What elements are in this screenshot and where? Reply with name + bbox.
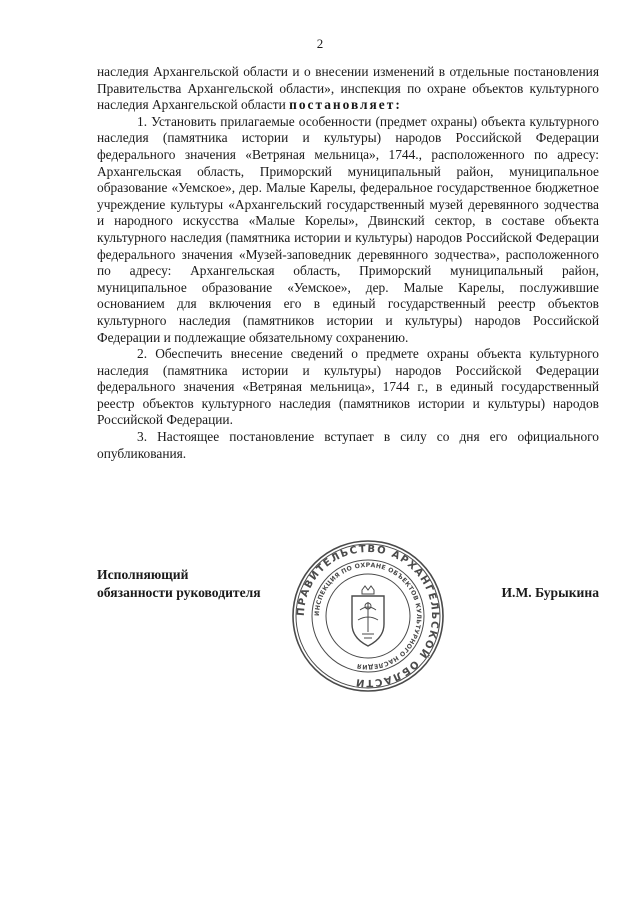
page-number: 2	[316, 36, 324, 51]
signer-position	[97, 566, 261, 602]
official-seal	[288, 536, 448, 696]
seal-outer-text: ПРАВИТЕЛЬСТВО АРХАНГЕЛЬСКОЙ ОБЛАСТИ	[295, 543, 441, 689]
signer-position-line-1: Исполняющий	[97, 567, 189, 582]
document-body	[97, 64, 599, 462]
coat-of-arms-icon	[352, 586, 384, 646]
item-3-paragraph: 3. Настоящее постановление вступает в силу со дня его официального опубликования.	[97, 429, 599, 461]
seal-inner-text: ИНСПЕКЦИЯ ПО ОХРАНЕ ОБЪЕКТОВ КУЛЬТУРНОГО НАСЛЕДИЯ	[313, 561, 423, 671]
resolves-keyword: постановляет:	[289, 97, 402, 113]
signature-block	[97, 543, 599, 716]
signer-position-line-2: обязанности руководителя	[97, 585, 261, 600]
intro-paragraph	[97, 64, 599, 114]
item-2-paragraph: 2. Обеспечить внесение сведений о предмете охраны объекта культурного наследия (памятника истории и культуры) народов Российской Федерации федерального значения «Ветряная мельница», 1744 г., в единый государственный реестр объектов культурного наследия (памятников истории и культуры) народов Российской Федерации.	[97, 346, 599, 428]
intro-text: наследия Архангельской области и о внесении изменений в отдельные постановления Правительства Архангельской области», инспекция по охране объектов культурного наследия Архангельской области	[97, 64, 599, 113]
item-1-paragraph: 1. Установить прилагаемые особенности (предмет охраны) объекта культурного наследия (памятника истории и культуры) народов Российской Федерации федерального значения «Ветряная мельница», 1744., расположенного по адресу: Архангельская область, Приморский муниципальный район, муниципальное образование «Уемское», дер. Малые Карелы, федеральное государственное бюджетное учреждение культуры «Архангельский государственный музей деревянного зодчества и народного искусства «Малые Корелы», Двинский сектор, в составе объекта культурного наследия (памятника истории и культуры) народов Российской Федерации федерального значения «Музей-заповедник деревянного зодчества», расположенного по адресу: Архангельская область, Приморский муниципальный район, муниципальное образование «Уемское», дер. Малые Карелы, послужившие основанием для включения его в единый государственный реестр объектов культурного наследия (памятников истории и культуры) народов Российской Федерации и подлежащие обязательному сохранению.	[97, 113, 599, 345]
signer-name: И.М. Бурыкина	[501, 585, 599, 600]
